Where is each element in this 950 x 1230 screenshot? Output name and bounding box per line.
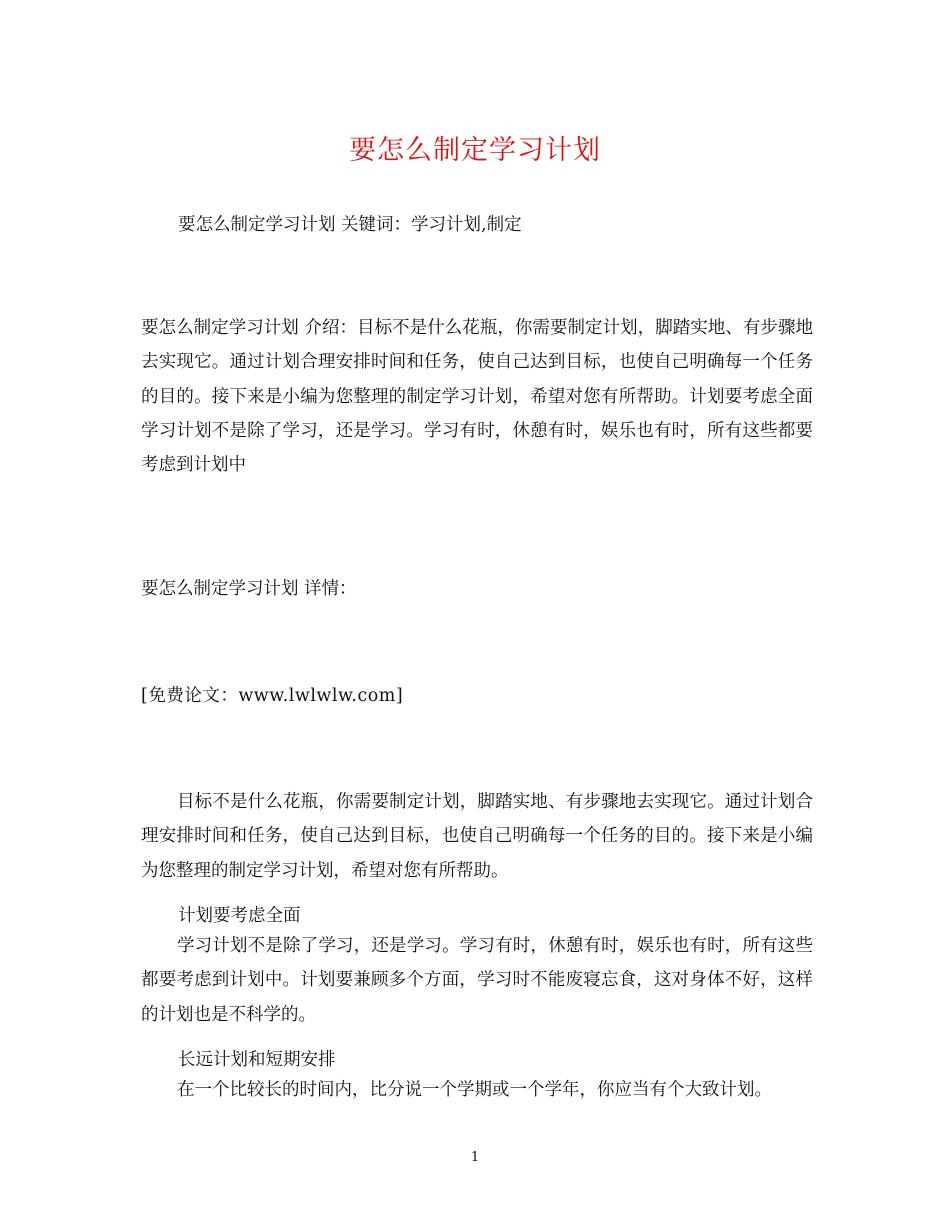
intro-paragraph: 要怎么制定学习计划 介绍：目标不是什么花瓶，你需要制定计划，脚踏实地、有步骤地去实现它。通过计划合理安排时间和任务，使自己达到目标，也使自己明确每一个任务的目的。接下来是小编为您整理的制定学习计划，希望对您有所帮助。计划要考虑全面 学习计划不是除了学习，还是学习。学习有时，休憩有时，娱乐也有时，所有这些都要考虑到计划中: [141, 318, 848, 476]
body-paragraph-1: 目标不是什么花瓶，你需要制定计划，脚踏实地、有步骤地去实现它。通过计划合理安排时间和任务，使自己达到目标，也使自己明确每一个任务的目的。接下来是小编为您整理的制定学习计划，希望对您有所帮助。: [141, 792, 813, 881]
document-title: 要怎么制定学习计划: [349, 135, 601, 166]
body-paragraph-3: 在一个比较长的时间内，比分说一个学期或一个学年，你应当有个大致计划。: [177, 1080, 772, 1100]
body-paragraph-2: 学习计划不是除了学习，还是学习。学习有时，休憩有时，娱乐也有时，所有这些都要考虑到计划中。计划要兼顾多个方面，学习时不能废寝忘食，这对身体不好，这样的计划也是不科学的。: [141, 936, 813, 1025]
details-heading: 要怎么制定学习计划 详情：: [141, 579, 357, 599]
page-number: 1: [470, 1150, 480, 1165]
subheading-plan-comprehensive: 计划要考虑全面: [178, 906, 301, 926]
subheading-long-short-plan: 长远计划和短期安排: [178, 1050, 336, 1070]
source-note: [免费论文：www.lwlwlw.com]: [141, 686, 404, 706]
keywords-line: 要怎么制定学习计划 关键词：学习计划,制定: [178, 215, 522, 235]
